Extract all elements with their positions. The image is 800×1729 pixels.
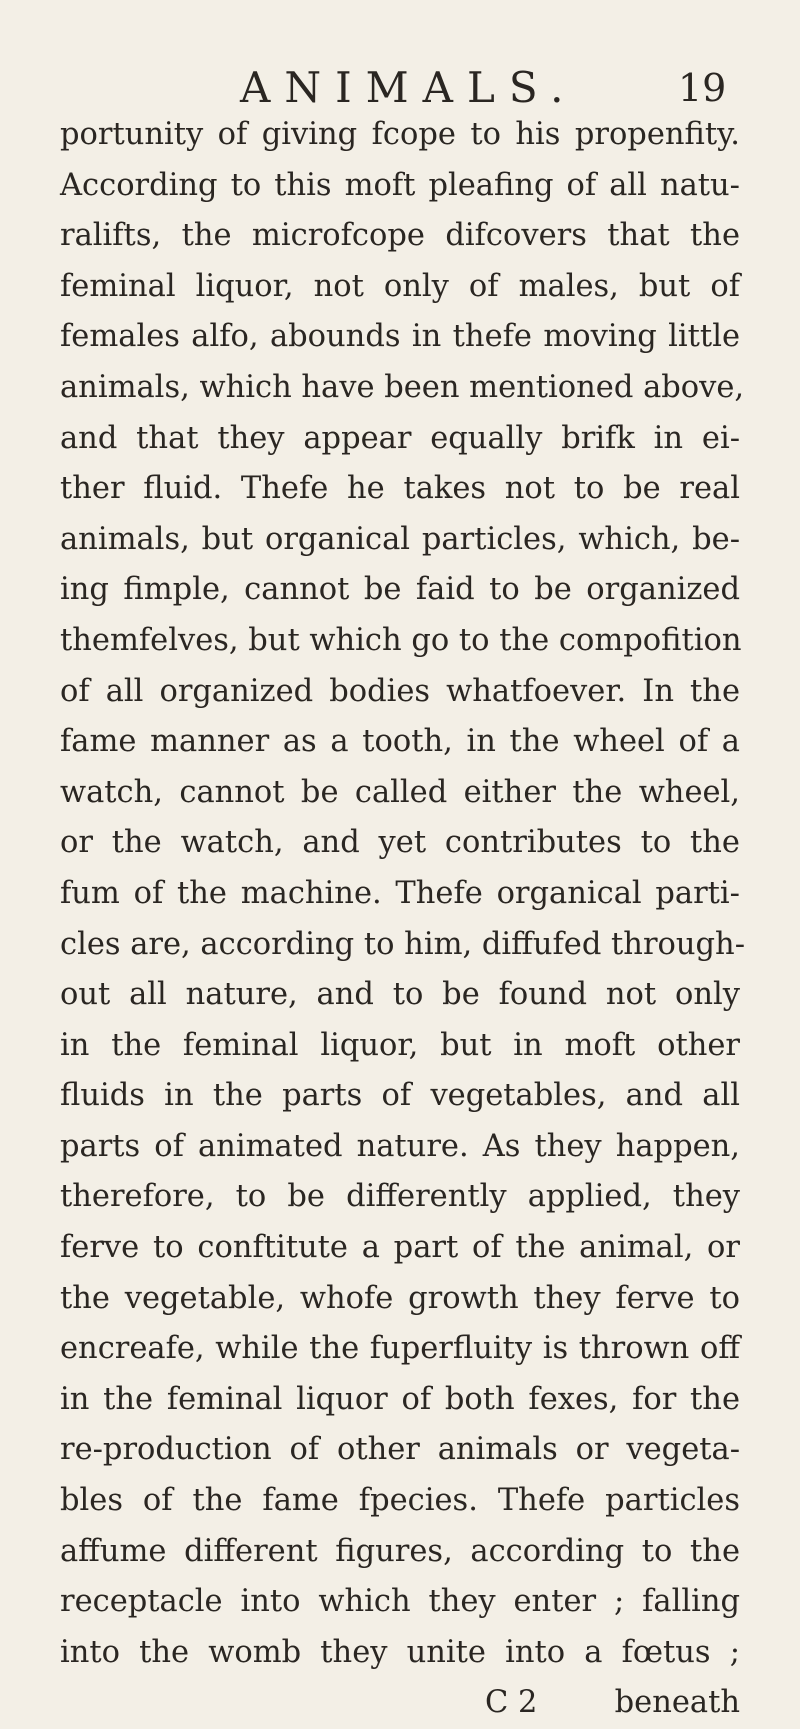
- text-line: receptacle into which they enter ; falling: [60, 1584, 740, 1620]
- text-line: ther fluid. Thefe he takes not to be real: [60, 471, 740, 507]
- running-title: ANIMALS.: [240, 63, 578, 112]
- page-number: 19: [678, 66, 727, 110]
- text-line: ralifts, the microfcope difcovers that the: [60, 218, 740, 254]
- text-line: ing fimple, cannot be faid to be organized: [60, 572, 740, 608]
- catchword: beneath: [614, 1685, 740, 1721]
- text-line: According to this moft pleafing of all natu-: [60, 167, 740, 203]
- text-line: ferve to conftitute a part of the animal, or: [60, 1230, 740, 1266]
- text-line: encreafe, while the fuperfluity is thrown off: [60, 1331, 740, 1367]
- text-line: or the watch, and yet contributes to the: [60, 825, 740, 861]
- text-line: themfelves, but which go to the compofition: [60, 622, 742, 658]
- text-line: out all nature, and to be found not only: [60, 977, 740, 1013]
- text-line: re-production of other animals or vegeta-: [60, 1432, 740, 1468]
- signature-mark: C 2: [485, 1685, 538, 1721]
- page-header: [0, 62, 800, 114]
- text-line: portunity of giving fcope to his propenfity.: [60, 117, 740, 152]
- text-line: animals, which have been mentioned above,: [60, 369, 745, 405]
- text-line: into the womb they unite into a fœtus ;: [60, 1634, 740, 1670]
- text-line: therefore, to be differently applied, they: [60, 1179, 740, 1215]
- text-line: and that they appear equally brifk in ei-: [60, 420, 740, 456]
- body-text: [60, 110, 745, 1729]
- text-line: cles are, according to him, diffufed through-: [60, 926, 745, 962]
- text-line: parts of animated nature. As they happen,: [60, 1128, 740, 1164]
- text-line: bles of the fame fpecies. Thefe particles: [60, 1483, 740, 1519]
- text-line: fame manner as a tooth, in the wheel of a: [60, 724, 740, 760]
- text-line: affume different figures, according to the: [60, 1533, 740, 1569]
- text-line: in the feminal liquor, but in moft other: [60, 1027, 740, 1063]
- text-line: females alfo, abounds in thefe moving little: [60, 319, 740, 355]
- page-footer: [60, 1678, 740, 1729]
- text-line: of all organized bodies whatfoever. In the: [60, 673, 740, 709]
- text-line: fum of the machine. Thefe organical parti-: [60, 875, 740, 911]
- text-line: the vegetable, whofe growth they ferve to: [60, 1280, 740, 1316]
- text-line: fluids in the parts of vegetables, and all: [60, 1078, 740, 1114]
- text-line: animals, but organical particles, which, be-: [60, 521, 740, 557]
- text-line: feminal liquor, not only of males, but of: [60, 268, 740, 304]
- text-line: in the feminal liquor of both fexes, for the: [60, 1381, 740, 1417]
- text-line: watch, cannot be called either the wheel,: [60, 774, 740, 810]
